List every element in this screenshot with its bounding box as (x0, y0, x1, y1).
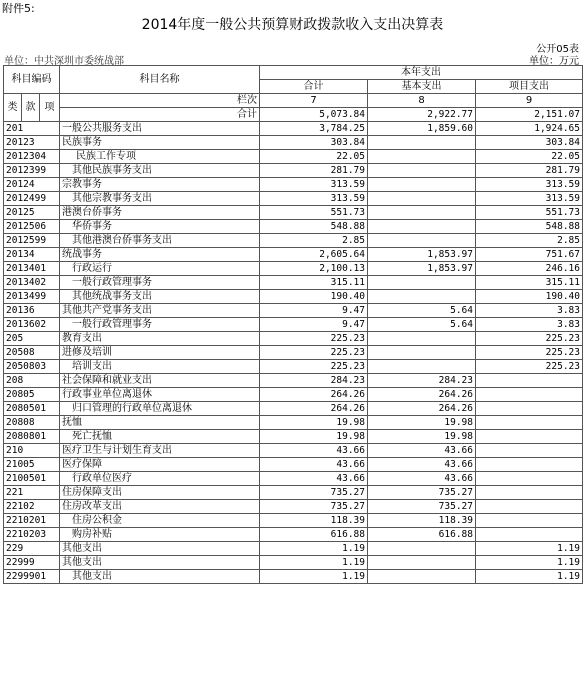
row-project (476, 402, 583, 416)
row-name: 港澳台侨事务 (60, 206, 260, 220)
row-basic: 264.26 (368, 388, 476, 402)
row-project: 1.19 (476, 542, 583, 556)
row-total: 3,784.25 (260, 122, 368, 136)
row-name: 其他支出 (60, 542, 260, 556)
row-name: 医疗卫生与计划生育支出 (60, 444, 260, 458)
table-row (4, 234, 583, 248)
row-name: 住房公积金 (60, 514, 260, 528)
row-project (476, 430, 583, 444)
row-basic (368, 290, 476, 304)
row-code: 229 (4, 542, 60, 556)
row-code: 20125 (4, 206, 60, 220)
col-num-8: 8 (368, 94, 476, 108)
table-row (4, 136, 583, 150)
row-total: 313.59 (260, 178, 368, 192)
row-project: 313.59 (476, 178, 583, 192)
table-row (4, 374, 583, 388)
row-project (476, 514, 583, 528)
row-basic (368, 556, 476, 570)
row-code: 2050803 (4, 360, 60, 374)
row-basic: 19.98 (368, 416, 476, 430)
row-basic: 1,853.97 (368, 262, 476, 276)
table-header (4, 66, 583, 122)
row-total: 264.26 (260, 402, 368, 416)
row-project (476, 486, 583, 500)
row-project: 281.79 (476, 164, 583, 178)
row-name: 行政事业单位离退休 (60, 388, 260, 402)
row-total: 19.98 (260, 416, 368, 430)
row-basic (368, 206, 476, 220)
row-project (476, 500, 583, 514)
table-row (4, 346, 583, 360)
row-project (476, 472, 583, 486)
row-name: 华侨事务 (60, 220, 260, 234)
row-basic: 1,853.97 (368, 248, 476, 262)
row-basic: 118.39 (368, 514, 476, 528)
grand-total-total: 5,073.84 (260, 108, 368, 122)
row-name: 医疗保障 (60, 458, 260, 472)
table-row (4, 416, 583, 430)
row-basic: 264.26 (368, 402, 476, 416)
row-project (476, 444, 583, 458)
row-name: 其他民族事务支出 (60, 164, 260, 178)
table-row (4, 248, 583, 262)
table-row (4, 290, 583, 304)
row-name: 行政单位医疗 (60, 472, 260, 486)
row-project: 2.85 (476, 234, 583, 248)
table-row (4, 402, 583, 416)
row-code: 208 (4, 374, 60, 388)
row-total: 2,605.64 (260, 248, 368, 262)
table-row (4, 206, 583, 220)
row-name: 一般行政管理事务 (60, 276, 260, 290)
col-num-7: 7 (260, 94, 368, 108)
row-basic (368, 542, 476, 556)
header-xiang: 项 (40, 94, 60, 122)
row-basic (368, 346, 476, 360)
grand-total-basic: 2,922.77 (368, 108, 476, 122)
row-name: 一般公共服务支出 (60, 122, 260, 136)
row-name: 其他统战事务支出 (60, 290, 260, 304)
row-name: 其他宗教事务支出 (60, 192, 260, 206)
row-code: 205 (4, 332, 60, 346)
row-project: 3.83 (476, 318, 583, 332)
row-total: 735.27 (260, 486, 368, 500)
row-basic (368, 192, 476, 206)
row-project: 246.16 (476, 262, 583, 276)
row-project: 225.23 (476, 346, 583, 360)
table-row (4, 262, 583, 276)
row-project: 551.73 (476, 206, 583, 220)
row-name: 其他支出 (60, 570, 260, 584)
table-row (4, 486, 583, 500)
row-total: 22.05 (260, 150, 368, 164)
table-row (4, 220, 583, 234)
row-total: 735.27 (260, 500, 368, 514)
row-total: 43.66 (260, 458, 368, 472)
row-code: 2013401 (4, 262, 60, 276)
row-name: 一般行政管理事务 (60, 318, 260, 332)
header-basic: 基本支出 (368, 80, 476, 94)
row-total: 43.66 (260, 444, 368, 458)
row-project: 225.23 (476, 332, 583, 346)
row-basic: 5.64 (368, 304, 476, 318)
row-project (476, 528, 583, 542)
header-name: 科目名称 (60, 66, 260, 94)
header-code: 科目编码 (4, 66, 60, 94)
row-code: 22102 (4, 500, 60, 514)
row-total: 225.23 (260, 360, 368, 374)
row-project (476, 374, 583, 388)
row-total: 118.39 (260, 514, 368, 528)
row-name: 死亡抚恤 (60, 430, 260, 444)
row-total: 284.23 (260, 374, 368, 388)
header-kuan: 款 (22, 94, 40, 122)
row-project: 313.59 (476, 192, 583, 206)
row-project: 1,924.65 (476, 122, 583, 136)
row-code: 2012399 (4, 164, 60, 178)
page-title: 2014年度一般公共预算财政拨款收入支出决算表 (141, 17, 444, 33)
row-name: 购房补贴 (60, 528, 260, 542)
row-basic: 43.66 (368, 458, 476, 472)
row-basic: 43.66 (368, 444, 476, 458)
row-total: 43.66 (260, 472, 368, 486)
row-project (476, 388, 583, 402)
header-lanci: 栏次 (60, 94, 260, 108)
header-total: 合计 (260, 80, 368, 94)
row-total: 303.84 (260, 136, 368, 150)
row-total: 264.26 (260, 388, 368, 402)
table-row (4, 388, 583, 402)
row-name: 抚恤 (60, 416, 260, 430)
row-project: 1.19 (476, 556, 583, 570)
row-code: 2012599 (4, 234, 60, 248)
col-num-9: 9 (476, 94, 583, 108)
header-project: 项目支出 (476, 80, 583, 94)
row-code: 20134 (4, 248, 60, 262)
form-number: 公开05表 (536, 44, 579, 55)
table-row (4, 360, 583, 374)
row-total: 616.88 (260, 528, 368, 542)
row-total: 9.47 (260, 304, 368, 318)
row-total: 548.88 (260, 220, 368, 234)
row-basic: 5.64 (368, 318, 476, 332)
row-basic (368, 178, 476, 192)
row-name: 统战事务 (60, 248, 260, 262)
row-total: 313.59 (260, 192, 368, 206)
row-name: 教育支出 (60, 332, 260, 346)
table-row (4, 542, 583, 556)
table-row (4, 192, 583, 206)
row-code: 2013499 (4, 290, 60, 304)
row-code: 20805 (4, 388, 60, 402)
row-project: 225.23 (476, 360, 583, 374)
row-name: 行政运行 (60, 262, 260, 276)
table-row (4, 458, 583, 472)
row-basic (368, 164, 476, 178)
row-name: 住房改革支出 (60, 500, 260, 514)
row-total: 281.79 (260, 164, 368, 178)
row-code: 2013602 (4, 318, 60, 332)
row-project: 22.05 (476, 150, 583, 164)
row-total: 1.19 (260, 542, 368, 556)
row-name: 其他共产党事务支出 (60, 304, 260, 318)
row-project: 190.40 (476, 290, 583, 304)
row-total: 2,100.13 (260, 262, 368, 276)
row-project: 3.83 (476, 304, 583, 318)
table-row (4, 570, 583, 584)
unit-organization: 单位：中共深圳市委统战部 (4, 56, 124, 67)
table-row (4, 472, 583, 486)
grand-total-label: 合计 (60, 108, 260, 122)
row-code: 2012499 (4, 192, 60, 206)
row-code: 20508 (4, 346, 60, 360)
row-name: 民族事务 (60, 136, 260, 150)
row-code: 2210201 (4, 514, 60, 528)
row-code: 2299901 (4, 570, 60, 584)
table-row (4, 528, 583, 542)
row-code: 221 (4, 486, 60, 500)
row-code: 2080801 (4, 430, 60, 444)
row-basic: 284.23 (368, 374, 476, 388)
row-name: 民族工作专项 (60, 150, 260, 164)
row-code: 2013402 (4, 276, 60, 290)
table-row (4, 430, 583, 444)
row-name: 进修及培训 (60, 346, 260, 360)
row-total: 225.23 (260, 346, 368, 360)
row-name: 其他支出 (60, 556, 260, 570)
table-body (4, 122, 583, 584)
table-row (4, 444, 583, 458)
table-row (4, 556, 583, 570)
row-project: 1.19 (476, 570, 583, 584)
row-basic: 19.98 (368, 430, 476, 444)
row-project: 751.67 (476, 248, 583, 262)
table-row (4, 122, 583, 136)
row-code: 2012304 (4, 150, 60, 164)
row-basic (368, 150, 476, 164)
expenditure-table (3, 65, 583, 584)
row-code: 2012506 (4, 220, 60, 234)
row-name: 社会保障和就业支出 (60, 374, 260, 388)
row-total: 551.73 (260, 206, 368, 220)
row-total: 19.98 (260, 430, 368, 444)
row-code: 210 (4, 444, 60, 458)
row-code: 2080501 (4, 402, 60, 416)
row-name: 宗教事务 (60, 178, 260, 192)
row-basic (368, 332, 476, 346)
row-basic (368, 220, 476, 234)
row-total: 9.47 (260, 318, 368, 332)
header-lei: 类 (4, 94, 22, 122)
row-project: 548.88 (476, 220, 583, 234)
row-code: 21005 (4, 458, 60, 472)
table-row (4, 164, 583, 178)
row-code: 20808 (4, 416, 60, 430)
table-row (4, 332, 583, 346)
row-basic (368, 136, 476, 150)
row-code: 22999 (4, 556, 60, 570)
unit-currency: 单位：万元 (529, 56, 579, 67)
grand-total-project: 2,151.07 (476, 108, 583, 122)
row-total: 315.11 (260, 276, 368, 290)
row-total: 225.23 (260, 332, 368, 346)
table-row (4, 276, 583, 290)
table-row (4, 318, 583, 332)
row-code: 20123 (4, 136, 60, 150)
row-name: 住房保障支出 (60, 486, 260, 500)
row-code: 2210203 (4, 528, 60, 542)
row-basic: 1,859.60 (368, 122, 476, 136)
table-row (4, 150, 583, 164)
row-basic: 735.27 (368, 500, 476, 514)
row-code: 20136 (4, 304, 60, 318)
row-basic (368, 276, 476, 290)
table-row (4, 514, 583, 528)
row-total: 1.19 (260, 556, 368, 570)
row-project: 315.11 (476, 276, 583, 290)
row-project (476, 416, 583, 430)
row-total: 190.40 (260, 290, 368, 304)
attachment-label: 附件5: (2, 2, 35, 15)
row-basic: 735.27 (368, 486, 476, 500)
row-basic (368, 360, 476, 374)
row-basic (368, 234, 476, 248)
row-name: 其他港澳台侨事务支出 (60, 234, 260, 248)
row-basic (368, 570, 476, 584)
row-name: 培训支出 (60, 360, 260, 374)
row-basic: 616.88 (368, 528, 476, 542)
table-row (4, 178, 583, 192)
row-code: 201 (4, 122, 60, 136)
row-total: 1.19 (260, 570, 368, 584)
row-basic: 43.66 (368, 472, 476, 486)
row-total: 2.85 (260, 234, 368, 248)
row-code: 20124 (4, 178, 60, 192)
row-project: 303.84 (476, 136, 583, 150)
row-name: 归口管理的行政单位离退休 (60, 402, 260, 416)
row-project (476, 458, 583, 472)
table-row (4, 500, 583, 514)
table-row (4, 304, 583, 318)
row-code: 2100501 (4, 472, 60, 486)
header-group: 本年支出 (260, 66, 583, 80)
